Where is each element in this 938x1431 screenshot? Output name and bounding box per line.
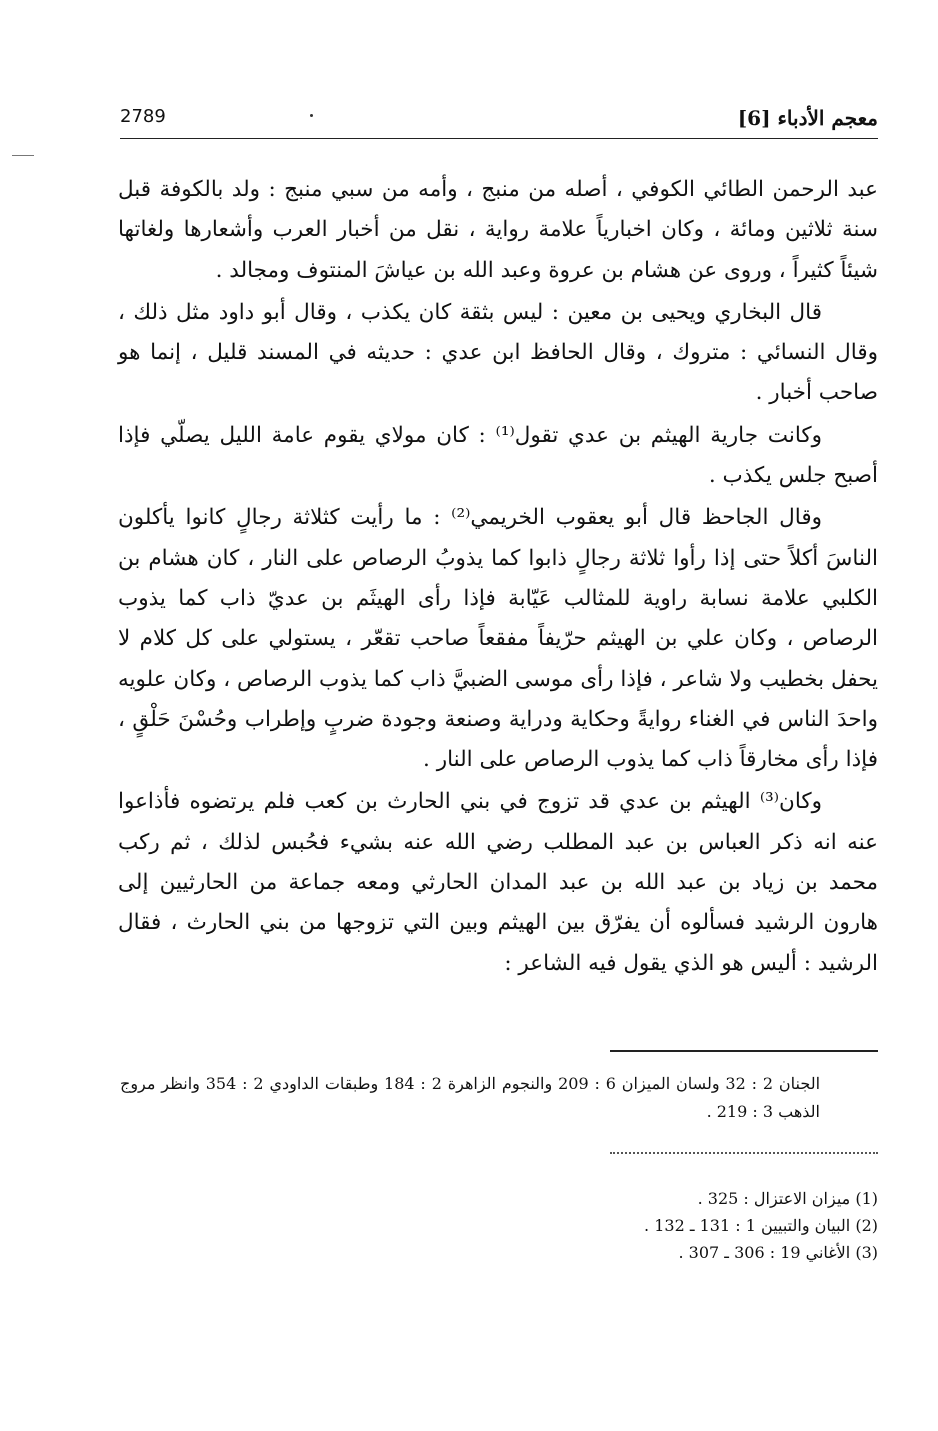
header-dot: [310, 114, 313, 117]
footnote-2: (2) البيان والتبيين 1 : 131 ـ 132 .: [644, 1216, 878, 1235]
running-header: [120, 104, 878, 139]
footnote-3: (3) الأغاني 19 : 306 ـ 307 .: [678, 1243, 878, 1262]
footnote-1: (1) ميزان الاعتزال : 325 .: [697, 1189, 878, 1208]
footnote-rule: [610, 1050, 878, 1052]
paragraph-1: عبد الرحمن الطائي الكوفي ، أصله من منبج ، وأمه من سبي منبج : ولد بالكوفة قبل سنة ثلاثين ومائة ، وكان اخبارياً علامة رواية ، نقل من أخبار العرب وأشعارها ولغاتها شيئاً كثيراً ، وروى عن هشام بن عروة وعبد الله بن عياشَ المنتوف ومجالد .: [118, 177, 878, 283]
margin-mark: [12, 155, 34, 156]
paragraph-2: قال البخاري ويحيى بن معين : ليس بثقة كان يكذب ، وقال أبو داود مثل ذلك ، وقال النسائي : متروك ، وقال الحافظ ابن عدي : حديثه في المسند قليل ، إنما هو صاحب أخبار .: [118, 299, 878, 406]
paragraph-3: وكانت جارية الهيثم بن عدي تقول⁽¹⁾ : كان مولاي يقوم عامة الليل يصلّي فإذا أصبح جلس يكذب .: [118, 422, 878, 489]
paragraph-5: وكان⁽³⁾ الهيثم بن عدي قد تزوج في بني الحارث بن كعب فلم يرتضوه فأذاعوا عنه انه ذكر العباس بن عبد المطلب رضي الله عنه بشيء فحُبس لذلك ، ثم ركب محمد بن زياد بن عبد الله بن عبد المدان الحارثي ومعه جماعة من الحارثيين إلى هارون الرشيد فسألوه أن يفرّق بين الهيثم وبين التي تزوجها من بني الحارث ، فقال الرشيد : أليس هو الذي يقول فيه الشاعر :: [118, 789, 878, 976]
page-number: 2789: [120, 106, 166, 127]
paragraph-4: وقال الجاحظ قال أبو يعقوب الخريمي⁽²⁾ : ما رأيت كثلاثة رجالٍ كانوا يأكلون الناسَ أكلاً حتى إذا رأوا ثلاثة رجالٍ ذابوا كما يذوبُ الرصاص على النار ، كان هشام بن الكلبي علامة نسابة راوية للمثالب عَيّابة فإذا رأى الهيثَم بن عديّ ذاب كما يذوب الرصاص ، وكان علي بن الهيثم حرّيفاً مفقعاً صاحب تقعّر ، يستولي على كل كلام لا يحفل بخطيب ولا شاعر ، فإذا رأى موسى الضبيَّ ذاب كما يذوب الرصاص ، وكان علويه واحدَ الناس في الغناء روايةً وحكاية ودراية وصنعة وجودة ضربٍ وإطراب وحُسْنَ حَلْقٍ ، فإذا رأى مخارقاً ذاب كما يذوب الرصاص على النار .: [118, 505, 878, 773]
footnote-continuation: الجنان 2 : 32 ولسان الميزان 6 : 209 والنجوم الزاهرة 2 : 184 وطبقات الداودي 2 : 354 وانظر مروج الذهب 3 : 219 .: [120, 1074, 821, 1121]
footnote-list: [418, 1185, 878, 1266]
running-title: معجم الأدباء [6]: [737, 106, 878, 130]
main-text: [118, 170, 878, 984]
footnote-dotted-separator: [610, 1152, 878, 1154]
